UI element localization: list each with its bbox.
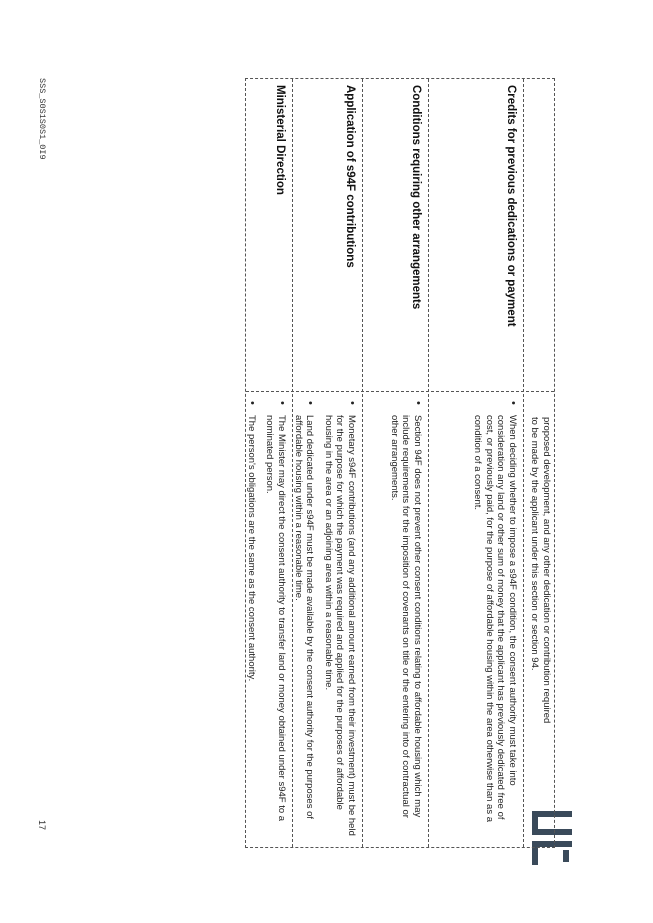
bullet-text: Land dedicated under s94F must be made available by the consent authority for the purposes of affordable housing within a reasonable time. bbox=[293, 415, 316, 820]
bullet-text: When deciding whether to impose a s94F condition, the consent authority must take into consideration any land or other sum of money that the applicant has previously dedicated free of cost, or previously paid, for the purpose of affordable housing within the area otherwise than as a condition of a consent. bbox=[472, 415, 518, 822]
contributions-table bbox=[245, 78, 555, 848]
bullet-icon: • bbox=[276, 401, 288, 405]
bullet-item bbox=[246, 401, 258, 841]
row-content bbox=[382, 401, 424, 841]
table-row bbox=[429, 79, 524, 847]
bullet-icon: • bbox=[346, 401, 358, 405]
bullet-item bbox=[323, 401, 358, 841]
document-id: SSS_S0S1S0S1_0I9 bbox=[37, 78, 47, 160]
bullet-text: The Minister may direct the consent authority to transfer land or money obtained under s94F to a nominated person. bbox=[264, 415, 287, 822]
bullet-item bbox=[264, 401, 287, 841]
bullet-icon: • bbox=[304, 401, 317, 405]
bullet-item bbox=[389, 401, 424, 841]
row-heading: Credits for previous dedications or payment bbox=[505, 85, 517, 327]
row-heading: Conditions requiring other arrangements bbox=[410, 85, 422, 310]
bullet-text: Section 94F does not prevent other consent conditions relating to affordable housing which may include requirements for the imposition of covenants on title or the entering into of contractual or other arrangements. bbox=[389, 415, 423, 818]
table-row bbox=[245, 79, 293, 847]
table-row-continuation bbox=[524, 79, 554, 847]
row-content bbox=[465, 401, 518, 841]
page-number: 17 bbox=[37, 820, 47, 831]
continuation-line-2: to be made by the applicant under this section or section 94. bbox=[529, 417, 540, 671]
row-content bbox=[286, 401, 358, 841]
bullet-text: Monetary s94F contributions (and any additional amount earned from their investment) must be held for the purpose for which the payment was required and applied for the purposes of affordable housing in the area or an adjoining area within a reasonable time. bbox=[323, 415, 357, 836]
table-row bbox=[293, 79, 363, 847]
bullet-item bbox=[293, 401, 316, 841]
bullet-icon: • bbox=[507, 401, 519, 405]
continuation-line-1: proposed development, and any other dedication or contribution required bbox=[541, 417, 552, 724]
bullet-icon: • bbox=[246, 401, 258, 405]
row-content bbox=[239, 401, 288, 841]
table-row bbox=[363, 79, 429, 847]
bullet-text: The person's obligations are the same as the consent authority. bbox=[246, 415, 257, 682]
bullet-icon: • bbox=[412, 401, 424, 405]
row-heading: Application of s94F contributions bbox=[344, 85, 356, 268]
row-heading: Ministerial Direction bbox=[274, 85, 286, 195]
bullet-item bbox=[472, 401, 518, 841]
